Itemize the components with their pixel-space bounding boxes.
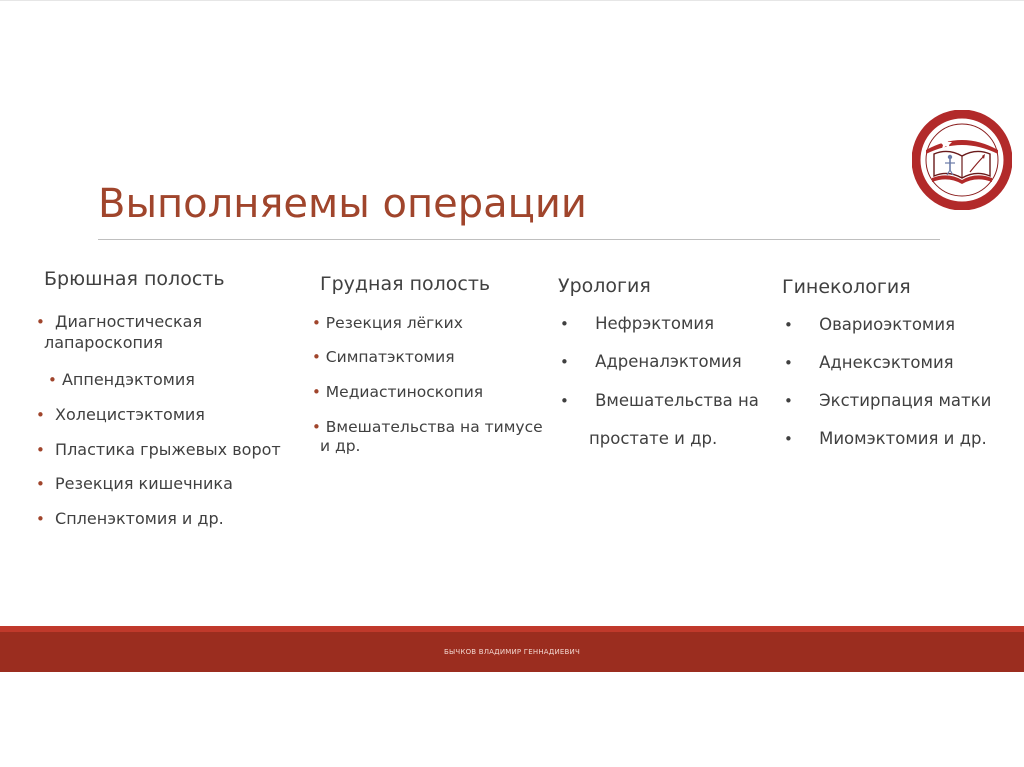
list-item: • Овариоэктомия: [784, 315, 956, 334]
list-item: • Диагностическая: [36, 312, 203, 331]
footer-author: БЫЧКОВ ВЛАДИМИР ГЕННАДИЕВИЧ: [444, 648, 580, 656]
bullet-icon: •: [48, 371, 57, 389]
list-item: • Аднексэктомия: [784, 353, 954, 372]
bullet-icon: •: [312, 383, 321, 401]
bullet-icon: •: [36, 475, 45, 493]
list-item: • Вмешательства на тимусе: [312, 418, 543, 436]
bullet-icon: •: [36, 441, 45, 459]
title-divider: [98, 239, 940, 240]
bullet-icon: •: [784, 392, 793, 410]
list-item: • Экстирпация матки: [784, 391, 992, 410]
bullet-icon: •: [560, 392, 569, 410]
bullet-icon: •: [36, 313, 45, 331]
list-item: и др.: [320, 437, 361, 455]
bullet-icon: •: [560, 353, 569, 371]
list-item: • Аппендэктомия: [48, 370, 195, 389]
list-item: лапароскопия: [44, 333, 163, 352]
column-heading: Урология: [558, 275, 651, 297]
bullet-icon: •: [560, 315, 569, 333]
column-heading: Грудная полость: [320, 273, 491, 295]
university-seal-logo: [912, 110, 1012, 210]
bullet-icon: •: [312, 348, 321, 366]
list-item: • Резекция кишечника: [36, 474, 233, 493]
list-item: • Медиастиноскопия: [312, 383, 484, 401]
column-heading: Брюшная полость: [44, 268, 225, 290]
top-border: [0, 0, 1024, 1]
list-item: • Спленэктомия и др.: [36, 509, 224, 528]
page-title: Выполняемы операции: [98, 181, 587, 227]
list-item: • Пластика грыжевых ворот: [36, 440, 281, 459]
list-item: • Нефрэктомия: [560, 314, 715, 333]
bullet-icon: •: [36, 406, 45, 424]
list-item: • Адреналэктомия: [560, 352, 742, 371]
list-item: • Вмешательства на: [560, 391, 759, 410]
bullet-icon: •: [312, 314, 321, 332]
bullet-icon: •: [312, 418, 321, 436]
list-item: • Миомэктомия и др.: [784, 429, 987, 448]
list-item: простате и др.: [589, 429, 718, 448]
bullet-icon: •: [36, 510, 45, 528]
list-item: • Холецистэктомия: [36, 405, 205, 424]
list-item: • Резекция лёгких: [312, 314, 463, 332]
column-heading: Гинекология: [782, 276, 911, 298]
list-item: • Симпатэктомия: [312, 348, 455, 366]
bullet-icon: •: [784, 430, 793, 448]
bullet-icon: •: [784, 354, 793, 372]
bullet-icon: •: [784, 316, 793, 334]
